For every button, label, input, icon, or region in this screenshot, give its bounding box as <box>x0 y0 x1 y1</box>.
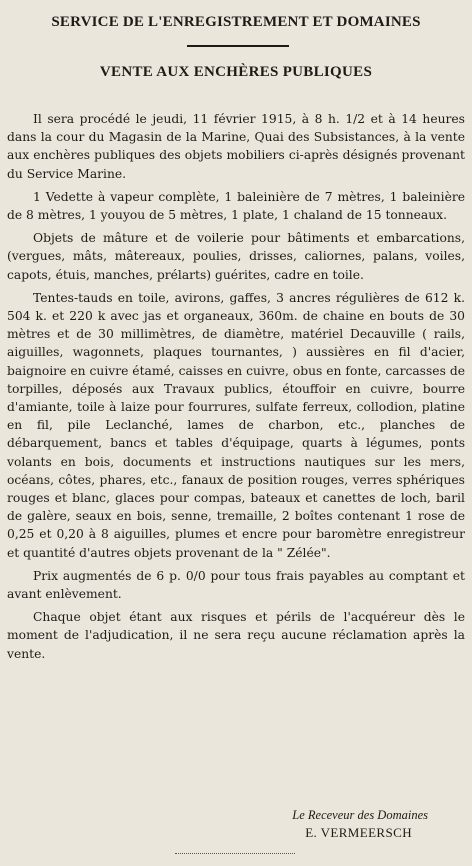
paragraph-equipment: Tentes-tauds en toile, avirons, gaffes, 3 ancres régulières de 612 k. 504 k. et 220 k avec jas et organeaux, 360m. de chaine en bouts de 30 mètres et de 30 millimètres, de diamètre, matériel Decauville ( rails, aiguilles, wagonnets, plaques tournantes, ) aussières en fil d'acier, baignoire en cuivre étamé, caisses en cuivre, obus en fonte, carcasses de torpilles, déposés aux Travaux publics, étouffoir en cuivre, bourre d'amiante, toile à laize pour fourrures, sulfate ferreux, collodion, platine en fil, pile Leclanché, lames de charbon, etc., planches de débarquement, bancs et tables d'équipage, quarts à légumes, ponts volants en bois, documents et instructions nautiques sur les mers, océans, côtes, phares, etc., fanaux de position rouges, verres sphériques rouges et blanc, glaces pour compas, bateaux et canettes de loch, baril de galère, seaux en bois, senne, tremaille, 2 boîtes contenant 1 rose de 0,25 et 0,20 à 8 aiguilles, plumes et encre pour baromètre enregistreur et quantité d'autres objets provenant de la " Zélée". <box>7 290 465 560</box>
signature-name: E. VERMEERSCH <box>305 825 412 840</box>
service-header: SERVICE DE L'ENREGISTREMENT ET DOMAINES <box>51 14 421 30</box>
footer-divider <box>175 853 295 854</box>
paragraph-prices: Prix augmentés de 6 p. 0/0 pour tous frais payables au comptant et avant enlèvement. <box>7 568 465 602</box>
notice-title: VENTE AUX ENCHÈRES PUBLIQUES <box>99 64 373 80</box>
paragraph-risks: Chaque objet étant aux risques et périls de l'acquéreur dès le moment de l'adjudication, il ne sera reçu aucune réclamation après la vente. <box>7 610 465 661</box>
header-divider <box>187 45 289 47</box>
paragraph-announcement: Il sera procédé le jeudi, 11 février 1915, à 8 h. 1/2 et à 14 heures dans la cour du Magasin de la Marine, Quai des Subsistances, à la vente aux enchères publiques des objets mobiliers ci-après désignés provenant du Service Marine. <box>7 112 465 181</box>
signature-title: Le Receveur des Domaines <box>292 808 428 822</box>
paragraph-rigging: Objets de mâture et de voilerie pour bâtiments et embarcations, (vergues, mâts, mâtereaux, poulies, drisses, caliornes, palans, voiles, capots, étuis, manches, prélarts) guérites, cadre en toile. <box>7 231 465 282</box>
paragraph-boats: 1 Vedette à vapeur complète, 1 baleinière de 7 mètres, 1 baleinière de 8 mètres, 1 youyou de 5 mètres, 1 plate, 1 chaland de 15 tonneaux. <box>7 189 465 223</box>
notice-body <box>7 110 465 668</box>
